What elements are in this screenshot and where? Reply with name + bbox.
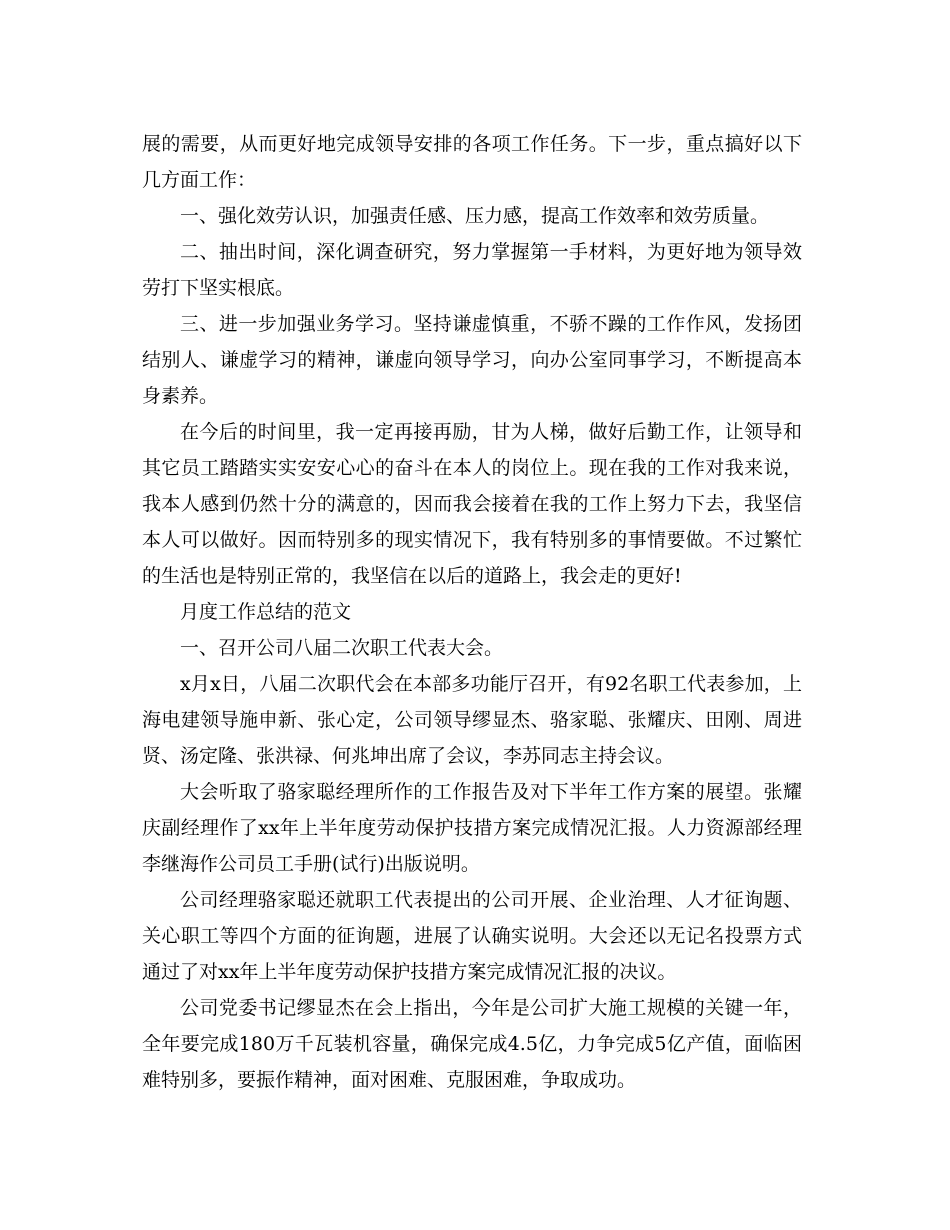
document-body: [142, 126, 802, 1098]
paragraph-congress-date: x月x日，八届二次职代会在本部多功能厅召开，有92名职工代表参加，上海电建领导施申新、张心定，公司领导缪显杰、骆家聪、张耀庆、田刚、周进贤、汤定隆、张洪禄、何兆坤出席了会议，李苏同志主持会议。: [142, 673, 802, 767]
paragraph-continuation: 展的需要，从而更好地完成领导安排的各项工作任务。下一步，重点搞好以下几方面工作：: [142, 133, 802, 191]
paragraph-work-report: 大会听取了骆家聪经理所作的工作报告及对下半年工作方案的展望。张耀庆副经理作了xx年上半年度劳动保护技措方案完成情况汇报。人力资源部经理李继海作公司员工手册(试行)出版说明。: [142, 781, 802, 875]
paragraph-closing: 在今后的时间里，我一定再接再励，甘为人梯，做好后勤工作，让领导和其它员工踏踏实实安安心心的奋斗在本人的岗位上。现在我的工作对我来说，我本人感到仍然十分的满意的，因而我会接着在我的工作上努力下去，我坚信本人可以做好。因而特别多的现实情况下，我有特别多的事情要做。不过繁忙的生活也是特别正常的，我坚信在以后的道路上，我会走的更好!: [142, 421, 802, 587]
paragraph-item-3: 三、进一步加强业务学习。坚持谦虚慎重，不骄不躁的工作作风，发扬团结别人、谦虚学习的精神，谦虚向领导学习，向办公室同事学习，不断提高本身素养。: [142, 313, 802, 407]
section-heading: 月度工作总结的范文: [180, 601, 352, 623]
paragraph-manager-explanation: 公司经理骆家聪还就职工代表提出的公司开展、企业治理、人才征询题、关心职工等四个方面的征询题，进展了认确实说明。大会还以无记名投票方式通过了对xx年上半年度劳动保护技措方案完成情况汇报的决议。: [142, 889, 802, 983]
subheading-congress: 一、召开公司八届二次职工代表大会。: [180, 637, 504, 659]
paragraph-party-secretary: 公司党委书记缪显杰在会上指出，今年是公司扩大施工规模的关键一年，全年要完成180万千瓦装机容量，确保完成4.5亿，力争完成5亿产值，面临困难特别多，要振作精神，面对困难、克服困难，争取成功。: [142, 997, 802, 1091]
paragraph-item-2: 二、抽出时间，深化调查研究，努力掌握第一手材料，为更好地为领导效劳打下坚实根底。: [142, 241, 802, 299]
paragraph-item-1: 一、强化效劳认识，加强责任感、压力感，提高工作效率和效劳质量。: [180, 205, 770, 227]
